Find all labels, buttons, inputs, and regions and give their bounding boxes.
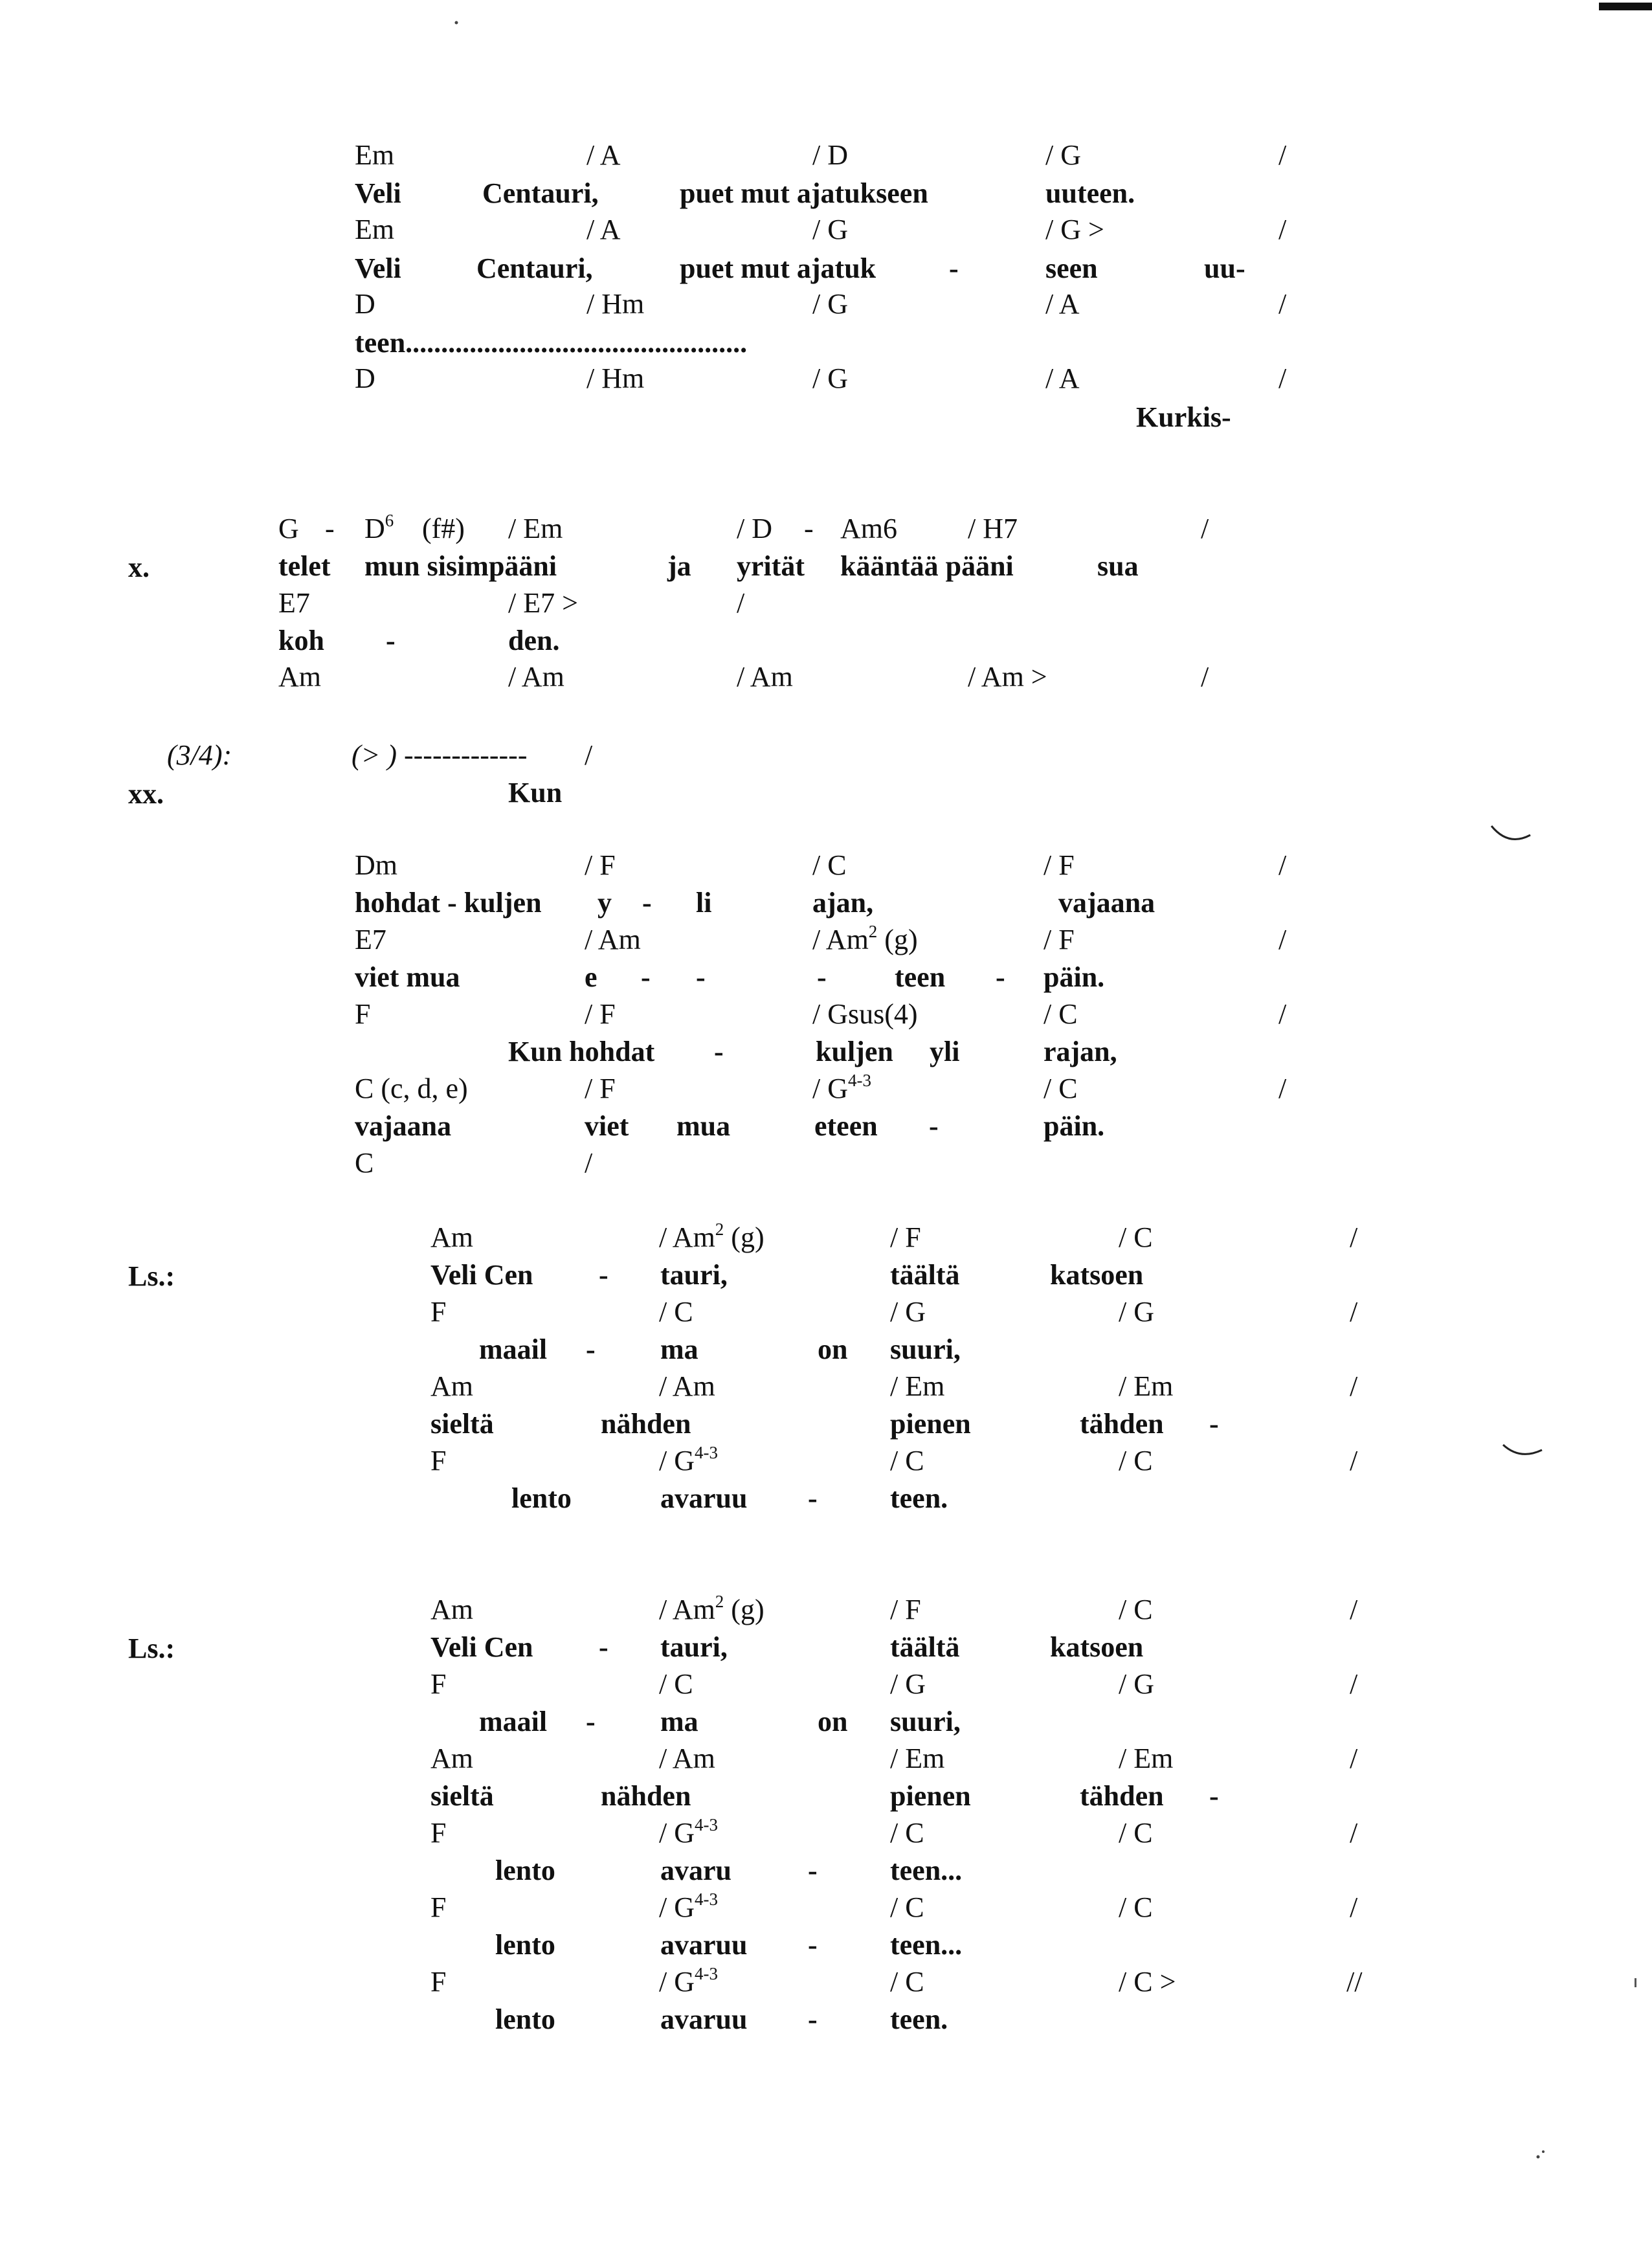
lyric: suuri, (890, 1706, 961, 1737)
chord: / C (1119, 1594, 1153, 1625)
chord: / F (890, 1594, 921, 1625)
chord: / G > (1045, 214, 1104, 245)
section-marker: Ls.: (128, 1633, 175, 1664)
bar-line: / (1350, 1891, 1358, 1923)
lyric: eteen (814, 1110, 878, 1142)
chord-superscript: 2 (715, 1592, 724, 1611)
chord: / C (890, 1966, 924, 1998)
lyric: - (696, 961, 706, 993)
chord: F (430, 1891, 447, 1923)
lyric: pienen (890, 1408, 971, 1440)
bar-line: / (1278, 362, 1287, 394)
lyric: mun sisimpääni (364, 550, 557, 582)
lyric: uu- (1204, 252, 1245, 284)
chord: / H7 (968, 513, 1018, 544)
lyric: pienen (890, 1780, 971, 1812)
chord: / C > (1119, 1966, 1176, 1998)
bar-line: / (1278, 288, 1287, 320)
lyric: - (949, 252, 959, 284)
bar-line: / (1350, 1817, 1358, 1849)
chord: F (430, 1668, 447, 1700)
lyric: - (817, 961, 827, 993)
chord: - (804, 513, 814, 544)
chord: / G (1119, 1296, 1154, 1328)
lyric: on (818, 1333, 848, 1365)
lyric: lento (495, 1929, 555, 1961)
chord: Am6 (840, 513, 897, 544)
chord: D (355, 288, 375, 320)
lyric: yrität (737, 550, 805, 582)
chord: / F (1044, 849, 1075, 881)
chord: / C (890, 1445, 924, 1477)
lyric: on (818, 1706, 848, 1737)
lyric: ma (660, 1706, 698, 1737)
chord: / Em (890, 1743, 945, 1774)
lyric: seen (1045, 252, 1098, 284)
chord: F (430, 1817, 447, 1849)
chord-superscript: 2 (715, 1220, 724, 1239)
bar-line: / (1278, 849, 1287, 881)
lyric: uuteen. (1045, 177, 1135, 209)
chord: / C (659, 1296, 693, 1328)
lyric: Veli (355, 252, 401, 284)
lyric: nähden (601, 1408, 691, 1440)
lyric: yli (930, 1036, 960, 1067)
scan-speck (1633, 1977, 1639, 1990)
chord: / G (812, 362, 848, 394)
section-marker: x. (128, 552, 150, 583)
lyric: koh (278, 625, 324, 656)
chord: / C (1119, 1445, 1153, 1477)
chord: F (430, 1966, 447, 1998)
chord (659, 1592, 765, 1625)
chord: / C (1119, 1817, 1153, 1849)
chord: Dm (355, 849, 397, 881)
lyric: maail (479, 1333, 548, 1365)
chord: Em (355, 139, 395, 171)
bar-line: / (1350, 1370, 1358, 1402)
lyric: Kun (508, 777, 563, 808)
scan-speck (453, 19, 460, 26)
lyric: hohdat - kuljen (355, 887, 542, 919)
chord: / Em (890, 1370, 945, 1402)
chord: / F (585, 998, 616, 1030)
lyric: Centauri, (476, 252, 593, 284)
chord: F (430, 1296, 447, 1328)
bar-line: / (1350, 1445, 1358, 1477)
final-bar-line: // (1346, 1966, 1363, 1998)
chord: / G (812, 288, 848, 320)
lyric: kuljen (816, 1036, 893, 1067)
lyric: - (386, 625, 396, 656)
chord: Am (430, 1743, 473, 1774)
scan-edge-mark (1599, 0, 1652, 16)
lyric: avaruu (660, 1929, 748, 1961)
chord: / C (812, 849, 847, 881)
chord: F (430, 1445, 447, 1477)
lyric: päin. (1044, 961, 1105, 993)
lyric: ma (660, 1333, 698, 1365)
chord: E7 (355, 924, 386, 955)
chord-root: / G (659, 1891, 695, 1923)
time-signature: (3/4): (167, 739, 232, 771)
section-marker: xx. (128, 778, 164, 810)
lyric: ajan, (812, 887, 874, 919)
chord-root: / G (812, 1073, 848, 1104)
lyric: Centauri, (482, 177, 599, 209)
lyric: - (1209, 1780, 1219, 1812)
bar-line: / (1350, 1668, 1358, 1700)
chord-root: / Am (659, 1594, 715, 1625)
chord-root: / G (659, 1817, 695, 1849)
lyric: vajaana (1058, 887, 1155, 919)
chord: / F (585, 1073, 616, 1104)
chord-superscript: 4-3 (695, 1443, 718, 1462)
chord: / F (890, 1221, 921, 1253)
chord-superscript: 4-3 (695, 1890, 718, 1909)
lyric: - (642, 887, 652, 919)
chord: / G (1045, 139, 1081, 171)
lyric: vajaana (355, 1110, 452, 1142)
chord-superscript: 4-3 (848, 1071, 871, 1090)
lyric: lento (511, 1482, 572, 1514)
chord: / F (585, 849, 616, 881)
chord-root: / Am (659, 1221, 715, 1253)
lyric: - (641, 961, 651, 993)
chord: (f#) (422, 513, 465, 544)
lyric: Veli (355, 177, 401, 209)
lyric: teen. (890, 1482, 948, 1514)
bar-line: / (1201, 661, 1209, 693)
lyric: - (808, 1855, 818, 1886)
lyric: y (597, 887, 612, 919)
chord: Am (430, 1370, 473, 1402)
lyric: teen. (890, 2003, 948, 2035)
chord (812, 1071, 871, 1104)
chord: / F (1044, 924, 1075, 955)
lyric: tauri, (660, 1631, 728, 1663)
lyric: tauri, (660, 1259, 728, 1291)
lyric: sieltä (430, 1780, 494, 1812)
chord: / G (812, 214, 848, 245)
bar-line: / (1350, 1594, 1358, 1625)
lyric: Veli Cen (430, 1259, 533, 1291)
chord: C (355, 1147, 374, 1179)
lyric: - (714, 1036, 724, 1067)
lyric: - (1209, 1408, 1219, 1440)
lyric: - (808, 1482, 818, 1514)
lyric: avaruu (660, 2003, 748, 2035)
lyric: viet (585, 1110, 629, 1142)
chord-bass: (g) (884, 924, 918, 955)
bar-line: / (1278, 214, 1287, 245)
chord: / Am (737, 661, 793, 693)
chord: / G (890, 1296, 926, 1328)
lyric: den. (508, 625, 560, 656)
chord: / C (890, 1817, 924, 1849)
chord-root: / G (659, 1966, 695, 1998)
chord-root: D (364, 513, 385, 544)
chord: / G (1119, 1668, 1154, 1700)
lyric: sieltä (430, 1408, 494, 1440)
chord: / Am (659, 1743, 715, 1774)
chord: Am (430, 1594, 473, 1625)
chord: / D (737, 513, 772, 544)
bar-line: / (737, 587, 745, 619)
chord: / C (1044, 998, 1078, 1030)
lyric: sua (1097, 550, 1139, 582)
chord-superscript: 2 (868, 922, 878, 941)
chord: / G (890, 1668, 926, 1700)
lyric: katsoen (1050, 1631, 1144, 1663)
lyric: kääntää pääni (840, 550, 1014, 582)
lyric: Kurkis- (1136, 401, 1231, 433)
lyric: teen................................................ (355, 327, 748, 359)
lyric: - (599, 1259, 608, 1291)
chord: Em (355, 214, 395, 245)
chord: / C (1044, 1073, 1078, 1104)
chord: / Hm (586, 362, 645, 394)
chord: - (325, 513, 335, 544)
lyric: - (586, 1333, 596, 1365)
chord: / A (586, 139, 621, 171)
lyric: - (808, 2003, 818, 2035)
chord: / C (659, 1668, 693, 1700)
lyric: viet mua (355, 961, 460, 993)
lyric: puet mut ajatukseen (680, 177, 928, 209)
bar-line: / (585, 739, 593, 771)
chord (812, 922, 918, 955)
lyric: täältä (890, 1259, 960, 1291)
chord: / E7 > (508, 587, 578, 619)
chord (659, 1220, 765, 1253)
chord: Am (430, 1221, 473, 1253)
chord: / Am (585, 924, 641, 955)
lyric: teen... (890, 1855, 963, 1886)
chord: F (355, 998, 371, 1030)
bar-line: / (1278, 1073, 1287, 1104)
chord: (> ) ------------- (352, 739, 528, 771)
chord: / Am (508, 661, 564, 693)
chord: G (278, 513, 299, 544)
chord: D (355, 362, 375, 394)
chord: / Am > (968, 661, 1047, 693)
chord: / Gsus(4) (812, 998, 918, 1030)
lyric: lento (495, 2003, 555, 2035)
chord-root: / G (659, 1445, 695, 1477)
lyric: nähden (601, 1780, 691, 1812)
chord-superscript: 4-3 (695, 1964, 718, 1983)
lyric: avaru (660, 1855, 731, 1886)
chord: / C (1119, 1891, 1153, 1923)
lyric: - (996, 961, 1005, 993)
bar-line: / (1350, 1221, 1358, 1253)
lyric: puet mut ajatuk (680, 252, 876, 284)
chord: / C (890, 1891, 924, 1923)
lyric: mua (676, 1110, 731, 1142)
bar-line: / (1278, 139, 1287, 171)
lyric: - (599, 1631, 608, 1663)
lyric: täältä (890, 1631, 960, 1663)
lyric: tähden (1080, 1408, 1164, 1440)
lyric: ja (667, 550, 691, 582)
chord-superscript: 6 (385, 511, 394, 530)
lyric: tähden (1080, 1780, 1164, 1812)
lyric: avaruu (660, 1482, 748, 1514)
chord: / D (812, 139, 848, 171)
lyric: katsoen (1050, 1259, 1144, 1291)
chord: E7 (278, 587, 310, 619)
chord: / Am (659, 1370, 715, 1402)
chord: C (c, d, e) (355, 1073, 468, 1104)
section-marker: Ls.: (128, 1260, 175, 1292)
lyric: telet (278, 550, 331, 582)
pencil-tick-mark (1489, 821, 1534, 847)
chord: Am (278, 661, 321, 693)
lyric: - (586, 1706, 596, 1737)
lyric: teen... (890, 1929, 963, 1961)
chord: / Hm (586, 288, 645, 320)
lyric: suuri, (890, 1333, 961, 1365)
scan-speck (1534, 2148, 1547, 2161)
bar-line: / (1201, 513, 1209, 544)
chord: / C (1119, 1221, 1153, 1253)
chord (364, 511, 394, 544)
chord (659, 1443, 718, 1477)
lyric: Kun hohdat (508, 1036, 655, 1067)
chord (659, 1815, 718, 1849)
chord (659, 1890, 718, 1923)
chord-superscript: 4-3 (695, 1815, 718, 1834)
lyric: teen (895, 961, 946, 993)
pencil-tick-mark (1501, 1436, 1546, 1462)
lyric: - (808, 1929, 818, 1961)
lyric: Veli Cen (430, 1631, 533, 1663)
lyric: - (929, 1110, 939, 1142)
lyric: e (585, 961, 597, 993)
bar-line: / (1350, 1743, 1358, 1774)
bar-line: / (585, 1147, 593, 1179)
chord: / Em (508, 513, 563, 544)
lyric: maail (479, 1706, 548, 1737)
lyric: li (696, 887, 712, 919)
chord-root: / Am (812, 924, 869, 955)
chord: / A (1045, 362, 1080, 394)
chord (659, 1964, 718, 1998)
lyric: päin. (1044, 1110, 1105, 1142)
bar-line: / (1350, 1296, 1358, 1328)
chord-bass: (g) (731, 1221, 765, 1253)
chord: / A (1045, 288, 1080, 320)
lyric: lento (495, 1855, 555, 1886)
bar-line: / (1278, 998, 1287, 1030)
chord: / Em (1119, 1743, 1174, 1774)
chord: / Em (1119, 1370, 1174, 1402)
lyric: rajan, (1044, 1036, 1117, 1067)
chord-bass: (g) (731, 1594, 765, 1625)
bar-line: / (1278, 924, 1287, 955)
chord: / A (586, 214, 621, 245)
